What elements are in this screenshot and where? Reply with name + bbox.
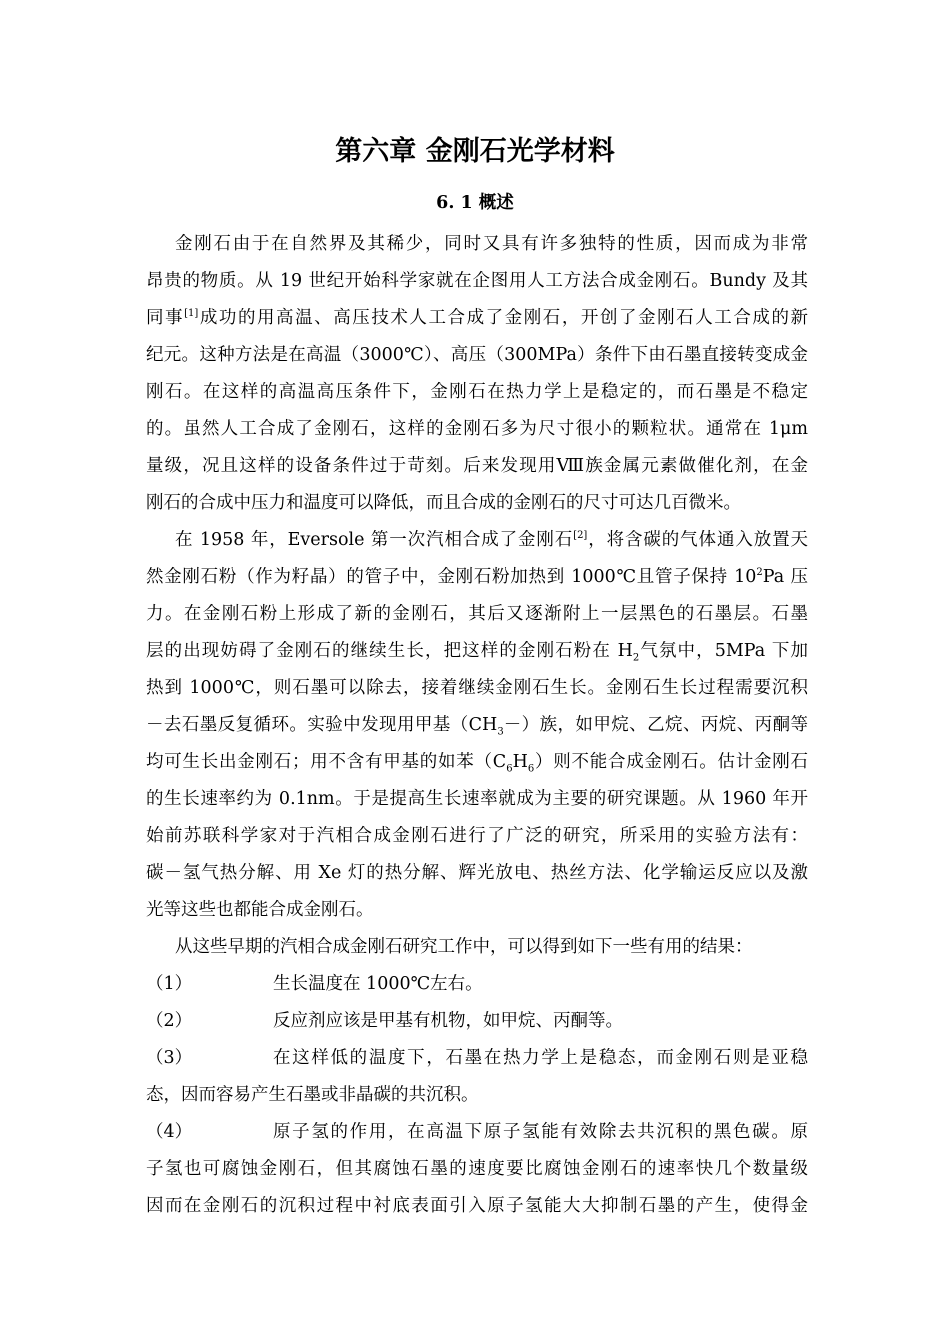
result-item [146, 1003, 808, 1039]
paragraph1-line: 刚石。在这样的高温高压条件下，金刚石在热力学上是稳定的，而石墨是不稳定 [146, 382, 808, 402]
paragraph1-line: 刚石的合成中压力和温度可以降低，而且合成的金刚石的尺寸可达几百微米。 [146, 493, 741, 513]
item-text: 原子氢的作用，在高温下原子氢能有效除去共沉积的黑色碳。原 [273, 1122, 808, 1142]
paragraph1-line: 纪元。这种方法是在高温（3000℃）、高压（300MPa）条件下由石墨直接转变成金 [146, 345, 808, 365]
item-number: （3） [146, 1048, 193, 1068]
paragraph2-line: 始前苏联科学家对于汽相合成金刚石进行了广泛的研究，所采用的实验方法有： [146, 826, 808, 846]
text-span: 同事 [146, 308, 185, 328]
paragraph2-line [146, 707, 808, 743]
superscript: 2 [756, 567, 763, 579]
result-item-continuation: 子氢也可腐蚀金刚石，但其腐蚀石墨的速度要比腐蚀金刚石的速率快几个数量级 [146, 1159, 808, 1179]
result-item [146, 1114, 808, 1150]
paragraph2-line [146, 633, 808, 669]
paragraph2-line [146, 744, 808, 780]
item-number: （1） [146, 974, 193, 994]
text-span: －）族，如甲烷、乙烷、丙烷、丙酮等 [503, 715, 808, 735]
chapter-title: 第六章 金刚石光学材料 [335, 136, 615, 167]
section-title: 6. 1 概述 [436, 193, 514, 213]
paragraph2-line: 碳－氢气热分解、用 Xe 灯的热分解、辉光放电、热丝方法、化学输运反应以及激 [146, 863, 808, 883]
paragraph1-line: 量级，况且这样的设备条件过于苛刻。后来发现用Ⅷ族金属元素做催化剂，在金 [146, 456, 808, 476]
text-span: ）则不能合成金刚石。估计金刚石 [534, 752, 809, 772]
text-span: 然金刚石粉（作为籽晶）的管子中，金刚石粉加热到 1000℃且管子保持 10 [146, 567, 757, 587]
subscript: 2 [632, 652, 640, 664]
item-text: 反应剂应该是甲基有机物，如甲烷、丙酮等。 [273, 1011, 623, 1031]
paragraph2-line: 的生长速率约为 0.1nm。于是提高生长速率就成为主要的研究课题。从 1960 年开 [146, 789, 808, 809]
paragraph2-line: 热到 1000℃，则石墨可以除去，接着继续金刚石生长。金刚石生长过程需要沉积 [146, 678, 808, 698]
subscript: 6 [527, 763, 535, 775]
item-text: 生长温度在 1000℃左右。 [273, 974, 483, 994]
text-span: 气氛中，5MPa 下加 [639, 641, 808, 661]
result-item-continuation: 态，因而容易产生石墨或非晶碳的共沉积。 [146, 1085, 479, 1105]
paragraph3-line: 从这些早期的汽相合成金刚石研究工作中，可以得到如下一些有用的结果： [175, 937, 753, 957]
subscript: 3 [497, 726, 504, 738]
item-number: （4） [146, 1122, 193, 1142]
paragraph1-line [146, 300, 808, 336]
text-span: 成功的用高温、高压技术人工合成了金刚石，开创了金刚石人工合成的新 [198, 308, 808, 328]
paragraph2-line [146, 522, 808, 558]
paragraph1-line: 的。虽然人工合成了金刚石，这样的金刚石多为尺寸很小的颗粒状。通常在 1μm [146, 419, 808, 439]
result-item [146, 1040, 808, 1076]
paragraph1-line: 昂贵的物质。从 19 世纪开始科学家就在企图用人工方法合成金刚石。Bundy 及其 [146, 271, 808, 291]
citation-ref: [1] [184, 308, 199, 320]
paragraph2-line: 力。在金刚石粉上形成了新的金刚石，其后又逐渐附上一层黑色的石墨层。石墨 [146, 604, 808, 624]
item-text: 在这样低的温度下，石墨在热力学上是稳态，而金刚石则是亚稳 [273, 1048, 808, 1068]
text-span: －去石墨反复循环。实验中发现用甲基（CH [146, 715, 498, 735]
item-number: （2） [146, 1011, 193, 1031]
result-item-continuation: 因而在金刚石的沉积过程中衬底表面引入原子氢能大大抑制石墨的产生，使得金 [146, 1196, 808, 1216]
text-span: 层的出现妨碍了金刚石的继续生长，把这样的金刚石粉在 H [146, 641, 633, 661]
paragraph1-line: 金刚石由于在自然界及其稀少，同时又具有许多独特的性质，因而成为非常 [175, 234, 808, 254]
paragraph2-line [146, 559, 808, 595]
text-span: Pa 压 [762, 567, 808, 587]
text-span: H [512, 752, 528, 772]
text-span: 在 1958 年，Eversole 第一次汽相合成了金刚石 [175, 530, 574, 550]
subscript: 6 [506, 763, 513, 775]
text-span: 均可生长出金刚石；用不含有甲基的如苯（C [146, 752, 507, 772]
text-span: ，将含碳的气体通入放置天 [587, 530, 808, 550]
result-item [146, 966, 808, 1002]
paragraph2-line: 光等这些也都能合成金刚石。 [146, 900, 374, 920]
citation-ref: [2] [573, 530, 588, 542]
